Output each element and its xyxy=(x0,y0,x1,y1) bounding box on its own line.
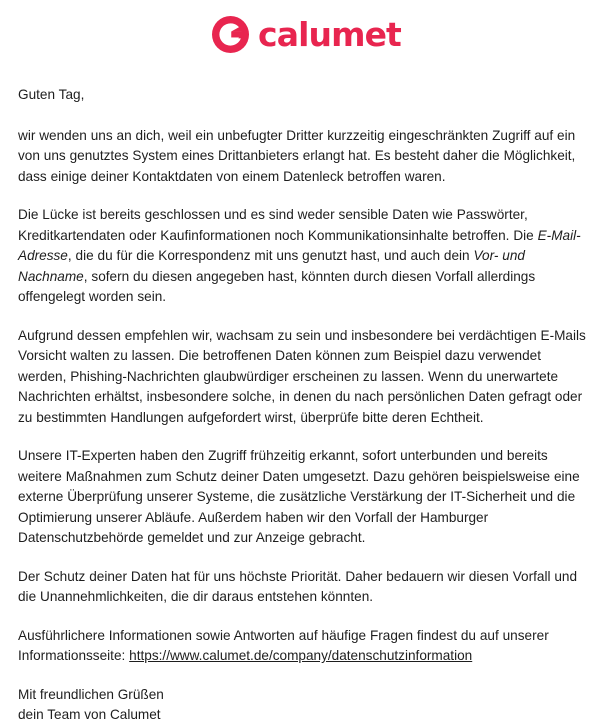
email-signature xyxy=(18,685,587,726)
paragraph-text: Ausführlichere Informationen sowie Antworten auf häufige Fragen findest du auf unserer Informationsseite: xyxy=(18,627,549,663)
email-header xyxy=(0,0,613,67)
emphasis-full-name: Vor- und Nachname xyxy=(18,248,525,284)
paragraph-affected-data xyxy=(18,205,587,308)
paragraph-text: Unsere IT-Experten haben den Zugriff frühzeitig erkannt, sofort unterbunden und bereits weitere Maßnahmen zum Schutz deiner Daten umgesetzt. Dazu gehören beispielsweise eine externe Überprüfung unserer Systeme, die zusätzliche Verstärkung der IT-Sicherheit und die Optimierung unserer Abläufe. Außerdem haben wir den Vorfall der Hamburger Datenschutzbehörde gemeldet und zur Anzeige gebracht. xyxy=(18,448,580,545)
paragraph-text: Die Lücke ist bereits geschlossen und es sind weder sensible Daten wie Passwörter, Kreditkartendaten oder Kaufinformationen noch Kommunikationsinhalte betroffen. Die xyxy=(18,207,538,243)
signature-closing: Mit freundlichen Grüßen xyxy=(18,686,164,702)
paragraph-text: Aufgrund dessen empfehlen wir, wachsam zu sein und insbesondere bei verdächtigen E-Mails Vorsicht walten zu lassen. Die betroffenen Daten können zum Beispiel dazu verwendet werden, Phishing-Nachrichten glaubwürdiger erscheinen zu lassen. Wenn du unerwartete Nachrichten erhältst, insbesondere solche, in denen du nach persönlichen Daten gefragt oder zu bestimmten Handlungen aufgefordert wirst, überprüfe bitte deren Echtheit. xyxy=(18,327,586,425)
paragraph-measures-taken xyxy=(18,446,587,549)
brand-wordmark: calumet xyxy=(258,15,401,54)
emphasis-email-address: E-Mail-Adresse xyxy=(18,227,581,263)
paragraph-text: Der Schutz deiner Daten hat für uns höchste Priorität. Daher bedauern wir diesen Vorfall und die Unannehmlichkeiten, die dir daraus entstehen könnten. xyxy=(18,568,578,604)
email-greeting: Guten Tag, xyxy=(18,87,85,102)
datenschutzinformation-link[interactable]: https://www.calumet.de/company/datenschutzinformation xyxy=(129,648,473,663)
paragraph-text: , die du für die Korrespondenz mit uns genutzt hast, und auch dein xyxy=(67,248,474,263)
brand-logo-lockup xyxy=(212,16,401,53)
email-body xyxy=(0,85,613,726)
signature-sender: dein Team von Calumet xyxy=(18,707,161,722)
paragraph-text: wir wenden uns an dich, weil ein unbefugter Dritter kurzzeitig eingeschränkten Zugriff auf ein von uns genutztes System eines Drittanbieters erlangt hat. Es besteht daher die Möglichkeit, dass einige deiner Kontaktdaten von einem Datenleck betroffen waren. xyxy=(18,127,576,184)
paragraph-more-information xyxy=(18,626,587,667)
paragraph-text: , sofern du diesen angegeben hast, könnten durch diesen Vorfall allerdings offengelegt worden sein. xyxy=(18,268,536,304)
calumet-circle-g-icon xyxy=(212,16,249,53)
paragraph-phishing-warning xyxy=(18,326,587,429)
paragraph-incident-intro xyxy=(18,126,587,188)
paragraph-apology xyxy=(18,567,587,608)
